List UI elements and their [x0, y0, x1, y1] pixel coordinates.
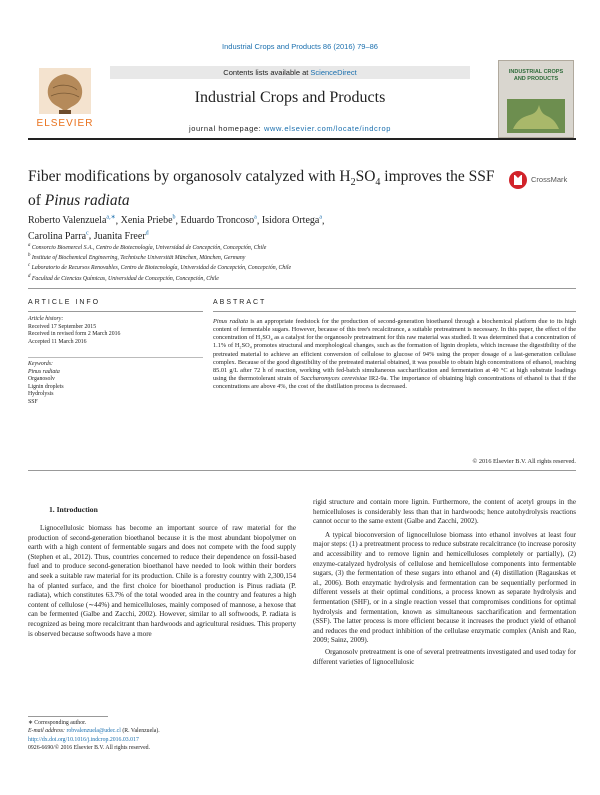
keyword: Lignin droplets: [28, 383, 64, 390]
affiliation: $^d$ Facultad de Ciencias Químicas, Universidad de Concepción, Concepción, Chile: [28, 273, 219, 282]
article-info-rule: [28, 311, 203, 312]
article-title: [28, 168, 498, 210]
abstract-heading: ABSTRACT: [213, 299, 267, 306]
journal-reference[interactable]: Industrial Crops and Products 86 (2016) 79–86: [222, 42, 378, 51]
abstract-text: [213, 318, 576, 391]
author[interactable]: Carolina Parra$^c$: [28, 230, 89, 242]
author[interactable]: Isidora Ortega$^a$: [261, 215, 322, 227]
section-divider: [28, 288, 576, 289]
history-label: Article history:: [28, 316, 64, 322]
email-note: E-mail address: robvalenzuela@udec.cl (R. Valenzuela).: [28, 728, 160, 735]
title-sub-1: 2: [350, 177, 356, 189]
cover-plant-icon: [499, 95, 573, 135]
abstract-body-1: is an appropriate feedstock for the production of second-generation bioethanol through a biochemical platform due to its high content of fermentable sugars. However, because of this tree's recalcitrance, a suitable pretreatment is necessary. In this paper, the effect of the concentration of H₂SO₄ as a catalyst for the organosolv pretreatment for this raw material was studied. It was determined that a concentration of 1.1% of H₂SO₄ promotes structural and morphological changes, such as the formation of lignin droplets, which increase the digestibility of the pretreated material to achieve an efficient conversion of cellulose to glucose of 94% using the proper dosage of a last-generation cellulase complex. Because of the good digestibility of the pretreated material obtained, it was possible to obtain high concentrations of ethanol, reaching 85.01 g/L after 72 h of reaction, working with fed-batch simultaneous saccharification and fermentation at 40 °C at high substrate loadings using the thermotolerant strain of: [213, 318, 576, 383]
abstract-body-2: IR2-9a. The importance of obtaining high concentrations of ethanol is that if the concentrations are above 4%, the cost of the distillation process is decreased.: [213, 375, 576, 391]
crossmark-icon: [508, 170, 528, 190]
footnotes: [28, 719, 328, 753]
abstract-copyright: © 2016 Elsevier B.V. All rights reserved.: [472, 458, 576, 465]
affiliation-list: [28, 242, 568, 283]
crossmark-label: CrossMark: [531, 175, 568, 184]
keyword-list: [28, 361, 203, 407]
sciencedirect-link[interactable]: ScienceDirect: [310, 68, 357, 77]
author[interactable]: Xenia Priebe$^b$: [120, 215, 176, 227]
crossmark-button[interactable]: [508, 170, 576, 190]
contents-label: Contents lists available at: [223, 68, 311, 77]
title-sub-2: 4: [375, 177, 381, 189]
footnote-rule: [28, 716, 108, 717]
history-item: Received in revised form 2 March 2016: [28, 331, 121, 338]
title-part-2: SO: [355, 168, 376, 185]
right-column: [313, 498, 576, 667]
title-part-1: Fiber modifications by organosolv catalyzed with H: [28, 168, 351, 185]
contents-bar: [110, 66, 470, 79]
left-column: [28, 524, 296, 639]
abstract-yeast: Saccharomyces cerevisiae: [300, 375, 367, 383]
keyword: SSF: [28, 398, 38, 405]
affiliation: $^b$ Institute of Biochemical Engineering, Technische Universität München, München, Germany: [28, 253, 246, 262]
affiliation: $^a$ Consorcio Bioenercel S.A., Centro de Biotecnología, Universidad de Concepción, Concepción, Chile: [28, 243, 267, 251]
title-part-3: improves the SSF of: [28, 168, 495, 210]
corresponding-author-note: ∗ Corresponding author.: [28, 720, 87, 726]
abstract-rule: [213, 311, 576, 312]
keyword: Organosolv: [28, 376, 55, 383]
author[interactable]: Juanita Freer$^d$: [93, 230, 149, 242]
doi-link[interactable]: http://dx.doi.org/10.1016/j.indcrop.2016.03.017: [28, 736, 139, 743]
history-item: Accepted 11 March 2016: [28, 338, 87, 345]
header-rule: [28, 138, 576, 140]
issn-note: 0926-6690/© 2016 Elsevier B.V. All rights reserved.: [28, 745, 150, 752]
paragraph: Lignocellulosic biomass has become an important source of raw material for the production of second-generation bioethanol because it is the most abundant biopolymer on earth with a high content of fermentable sugars and does not compete with the food supply (Stephen et al., 2012). Thus, countries concerned to reduce their dependence on fossil-based fuel and to produce second-generation bioethanol have needed to look within their borders and seek a suitable raw material for its production. Chile is a forestry country with 2,300,154 ha of planted surface, and the first choice for bioethanol production is Pinus radiata (P. radiata), which constitutes 63.7% of the total wooded area in the country and features a high content of cellulose (∼44%) and hemicelluloses, mainly composed of mannose, a hexose that can be fermented (Galbe and Zacchi, 2002). However, similar to all softwoods, P. radiata is recognized as being more recalcitrant than hardwoods and agricultural residues. This property is observed because softwoods have a more: [28, 524, 296, 638]
journal-name: Industrial Crops and Products: [194, 89, 386, 106]
email-link[interactable]: robvalenzuela@udec.cl: [66, 728, 121, 735]
affiliation: $^c$ Laboratorio de Recursos Renovables, Centro de Biotecnología, Universidad de Concepción, Concepción, Chile: [28, 263, 292, 272]
history-item: Received 17 September 2015: [28, 323, 97, 330]
author[interactable]: Eduardo Troncoso$^a$: [180, 215, 257, 227]
journal-cover-image: [498, 60, 574, 138]
keywords-label: Keywords:: [28, 361, 53, 367]
abstract-species: Pinus radiata: [213, 318, 249, 325]
section-heading-introduction: 1. Introduction: [49, 505, 98, 514]
abstract-bottom-rule: [28, 470, 576, 471]
homepage-label: journal homepage:: [189, 124, 265, 133]
paragraph: A typical bioconversion of lignocellulose biomass into ethanol involves at least four major steps: (1) a pretreatment process to reduce substrate recalcitrance (to increase porosity and accessibility and to remove lignin and hemicelluloses completely or partially), (2) enzyme-catalyzed hydrolysis of cellulose and hemicellulose components into fermentable sugars, (3) the fermentation of these sugars into ethanol and (4) distillation (Ragauskas et al., 2006). Both enzymatic hydrolysis and fermentation can be sequentially performed in different vessels at their optimal conditions, a process known as separate hydrolysis and fermentation (SHF), or in a single reaction vessel that compromises conditions for optimal hydrolysis and fermentation, known as simultaneous saccharification and fermentation (SSF). The latter process is more efficient because it increases the product yield of ethanol and reduces the end product inhibition of the cellulase enzymatic complex (Anish and Rao, 2009; Sainz, 2009).: [313, 530, 576, 645]
cover-title: INDUSTRIAL CROPS AND PRODUCTS: [508, 69, 564, 82]
homepage-link[interactable]: www.elsevier.com/locate/indcrop: [264, 124, 391, 133]
journal-homepage: [110, 124, 470, 133]
keyword: Pinus radiata: [28, 368, 60, 375]
paragraph: rigid structure and contain more lignin. Furthermore, the content of acetyl groups in the hemicelluloses is considerably less than that in hardwoods; hence autohydrolysis reactions cannot occur to the same extent (Galbe and Zacchi, 2002).: [313, 498, 576, 526]
author[interactable]: Roberto Valenzuela$^{a,∗}$: [28, 215, 116, 227]
publisher-name: ELSEVIER: [36, 118, 94, 129]
keyword: Hydrolysis: [28, 391, 54, 398]
article-history: [28, 316, 203, 346]
title-species: Pinus radiata: [44, 192, 130, 210]
article-info-heading: ARTICLE INFO: [28, 299, 101, 306]
author-list: Roberto Valenzuela$^{a,∗}$, Xenia Priebe$^b$, Eduardo Troncoso$^a$, Isidora Ortega$^a$, Carolina Parra$^c$, Juanita Freer$^d$: [28, 215, 325, 242]
keywords-rule: [28, 357, 203, 358]
elsevier-logo: [29, 66, 101, 132]
paragraph: Organosolv pretreatment is one of several pretreatments investigated and used today for different varieties of lignocellulosic: [313, 647, 576, 666]
